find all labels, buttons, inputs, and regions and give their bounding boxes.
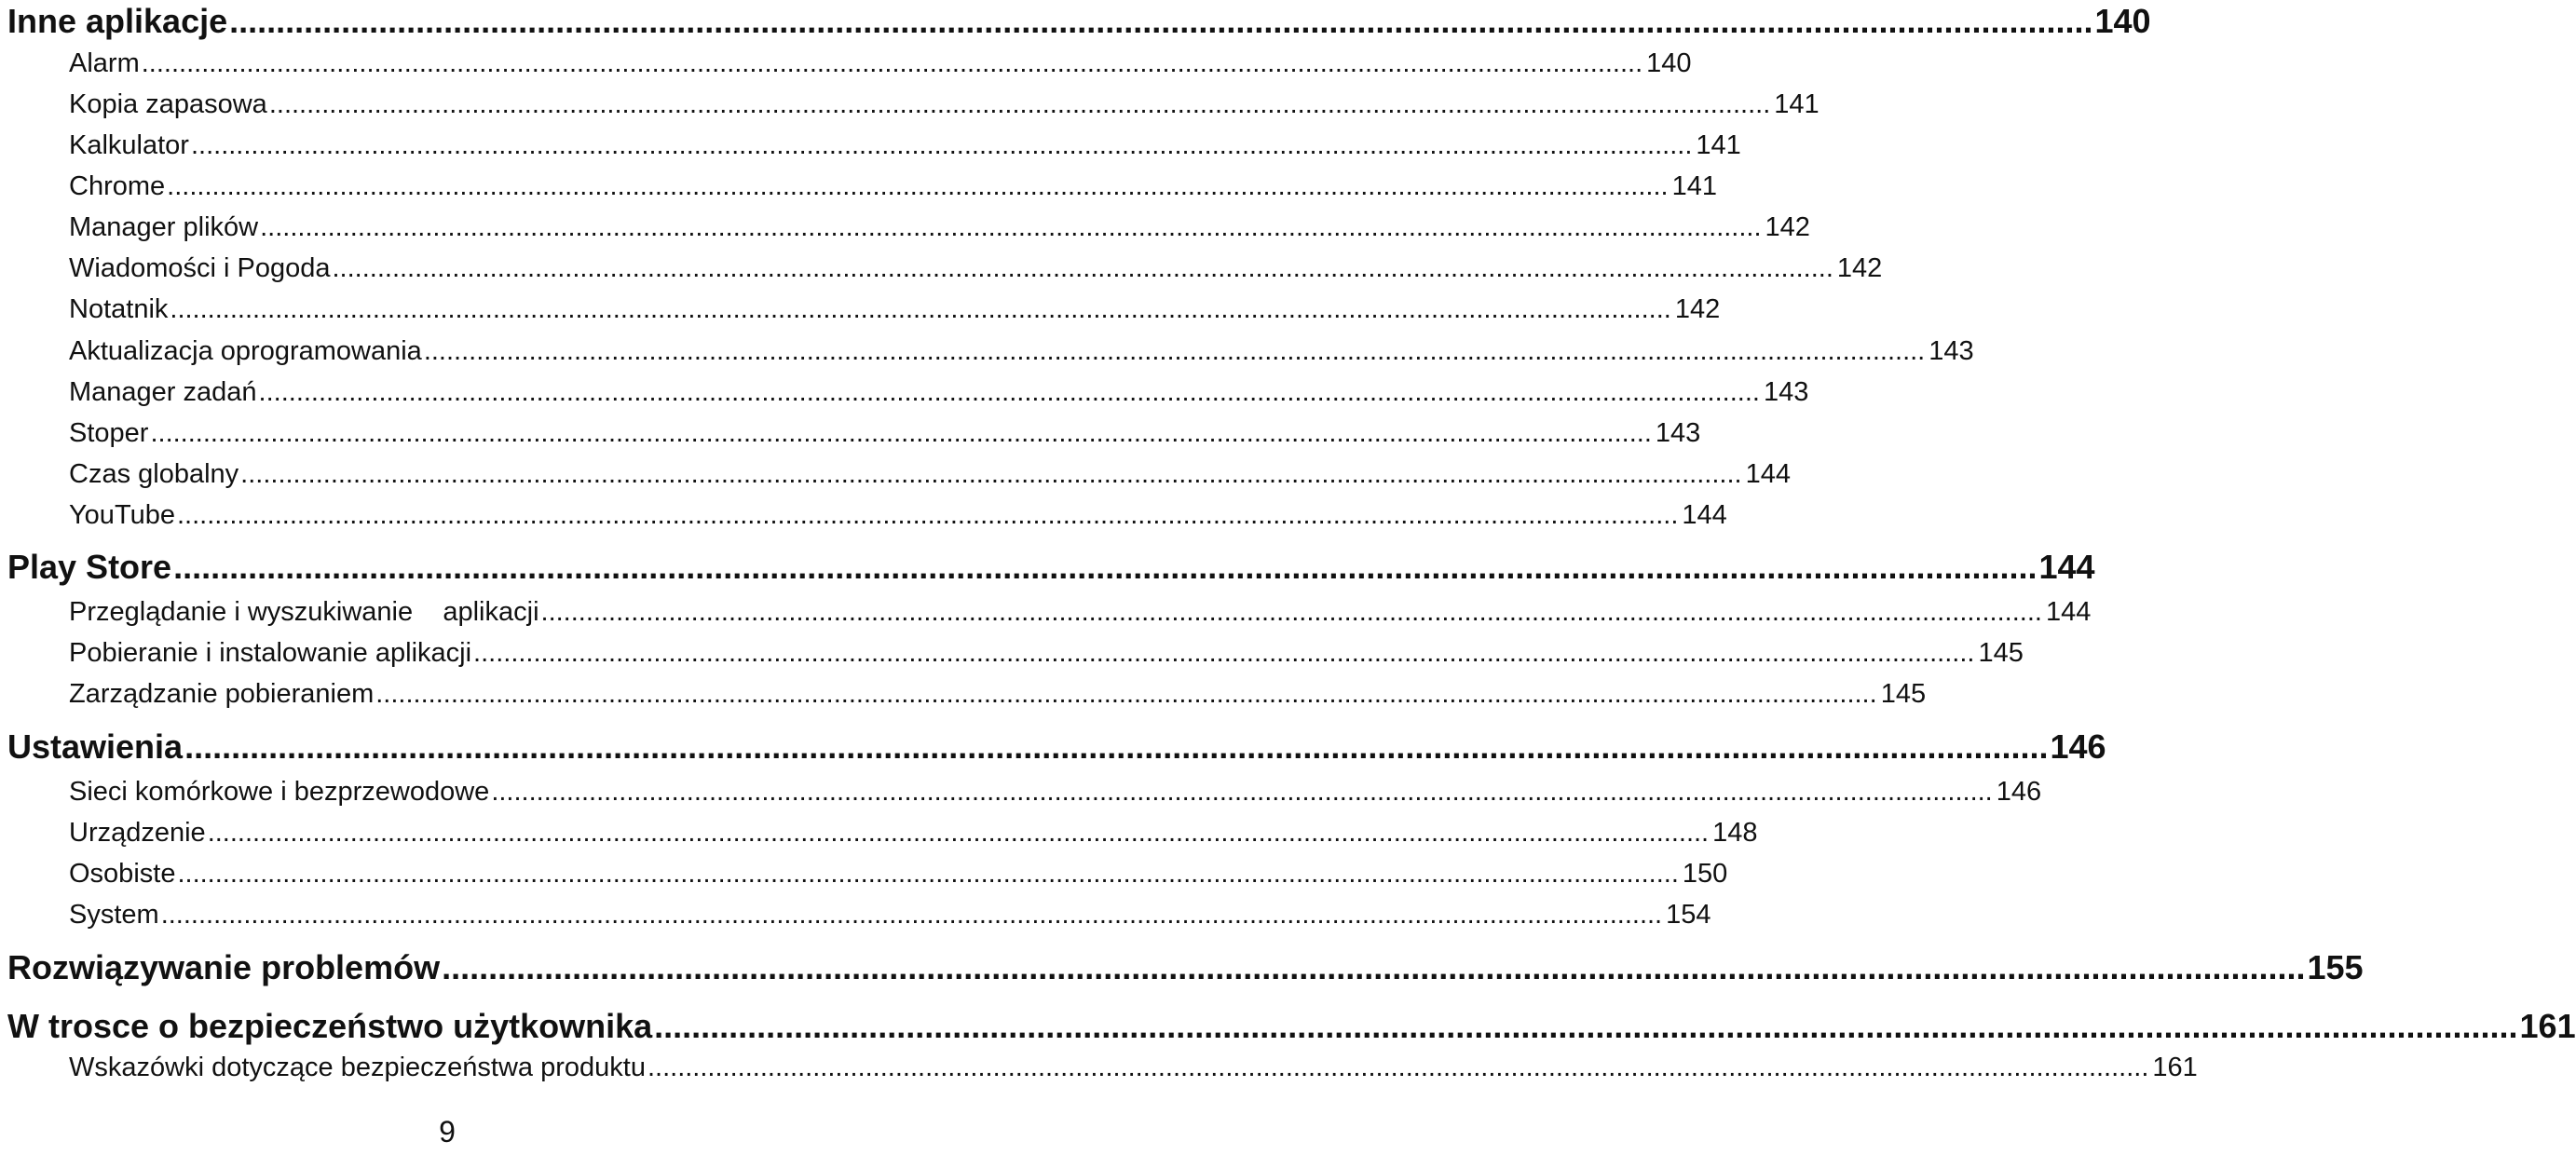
toc-page-number: 142: [1765, 212, 1810, 242]
toc-section[interactable]: [7, 948, 2364, 987]
toc-entry-title: Pobieranie i instalowanie aplikacji: [69, 638, 472, 668]
toc-entry-title: Sieci komórkowe i bezprzewodowe: [69, 777, 490, 807]
toc-page-number: 143: [1929, 336, 1974, 366]
toc-section-title: Rozwiązywanie problemów: [7, 948, 441, 986]
toc-entry-title: Aktualizacja oprogramowania: [69, 336, 422, 366]
toc-page-number: 145: [1880, 679, 1927, 709]
toc-entry-title: Wskazówki dotyczące bezpieczeństwa produktu: [69, 1053, 646, 1082]
page-number: 9: [439, 1115, 456, 1148]
toc-entry[interactable]: [69, 679, 1927, 710]
dot-leader: ........................................................................................................................................................................................................: [160, 900, 1663, 930]
toc-entry-title: Czas globalny: [69, 459, 239, 489]
toc-entry-title: System: [69, 900, 159, 930]
toc-entry[interactable]: [69, 818, 1758, 849]
toc-entry-title: Stoper: [69, 418, 149, 448]
toc-entry-title: Chrome: [69, 171, 166, 201]
toc-page-number: 155: [2307, 948, 2364, 986]
toc-entry[interactable]: [69, 253, 1883, 284]
dot-leader: ........................................................................................................................................................................................................: [240, 459, 1742, 489]
toc-entry-title: Kopia zapasowa: [69, 89, 267, 119]
dot-leader: ........................................................................................................................................................................................................: [423, 336, 1926, 366]
toc-entry-title: Przeglądanie i wyszukiwanie aplikacji: [69, 597, 539, 627]
toc-page-number: 140: [1646, 48, 1692, 78]
dot-leader: ........................................................................................................................................................................................................: [190, 130, 1693, 160]
toc-entry[interactable]: [69, 1053, 2198, 1083]
toc-entry[interactable]: [69, 859, 1728, 890]
toc-section[interactable]: [7, 2, 2151, 41]
toc-entry-title: Wiadomości i Pogoda: [69, 253, 331, 283]
toc-entry[interactable]: [69, 130, 1741, 161]
toc-entry-title: Manager plików: [69, 212, 259, 242]
dot-leader: ........................................................................................................................................................................................................: [150, 418, 1652, 448]
dot-leader: ........................................................................................................................................................................................................: [491, 777, 1993, 807]
toc-section[interactable]: [7, 727, 2106, 767]
toc-entry[interactable]: [69, 459, 1791, 490]
toc-section-title: W trosce o bezpieczeństwo użytkownika: [7, 1007, 653, 1045]
toc-entry-title: Notatnik: [69, 294, 169, 324]
toc-section[interactable]: [7, 548, 2095, 587]
dot-leader: ........................................................................................................................................................................................................: [375, 679, 1877, 709]
toc-page-number: 161: [2152, 1053, 2198, 1082]
toc-page-number: 144: [2038, 548, 2095, 586]
toc-entry[interactable]: [69, 900, 1711, 931]
toc-page-number: 148: [1712, 818, 1758, 848]
toc-page-number: 142: [1674, 294, 1721, 324]
toc-entry[interactable]: [69, 336, 1974, 367]
toc-section-title: Inne aplikacje: [7, 2, 228, 40]
toc-page-number: 145: [1978, 638, 2024, 668]
toc-entry[interactable]: [69, 48, 1692, 79]
dot-leader: ........................................................................................................................................................................................................: [442, 948, 2306, 986]
dot-leader: ........................................................................................................................................................................................................: [207, 818, 1710, 848]
toc-page-number: 144: [1682, 500, 1727, 530]
dot-leader: ........................................................................................................................................................................................................: [647, 1053, 2149, 1082]
dot-leader: ........................................................................................................................................................................................................: [177, 859, 1679, 889]
toc-page-number: 140: [2094, 2, 2151, 40]
dot-leader: ........................................................................................................................................................................................................: [167, 171, 1669, 201]
dot-leader: ........................................................................................................................................................................................................: [176, 500, 1679, 530]
toc-page-number: 146: [2050, 727, 2106, 766]
toc-entry[interactable]: [69, 638, 2024, 669]
dot-leader: ........................................................................................................................................................................................................: [540, 597, 2042, 627]
toc-entry[interactable]: [69, 377, 1809, 408]
toc-page-number: 142: [1836, 253, 1883, 283]
toc-page-number: 141: [1774, 89, 1820, 119]
dot-leader: ........................................................................................................................................................................................................: [184, 727, 2049, 766]
toc-section[interactable]: [7, 1007, 2576, 1046]
toc-entry[interactable]: [69, 500, 1727, 531]
toc-entry[interactable]: [69, 294, 1721, 325]
toc-page-number: 141: [1696, 130, 1741, 160]
toc-page-number: 154: [1666, 900, 1711, 930]
toc-entry[interactable]: [69, 418, 1701, 449]
toc-page-number: 150: [1682, 859, 1728, 889]
toc-entry-title: Zarządzanie pobieraniem: [69, 679, 375, 709]
toc-page-number: 144: [1745, 459, 1791, 489]
toc-entry[interactable]: [69, 597, 2092, 628]
toc-entry[interactable]: [69, 89, 1820, 120]
toc-entry[interactable]: [69, 212, 1810, 243]
toc-page-number: 161: [2519, 1007, 2576, 1045]
dot-leader: ........................................................................................................................................................................................................: [473, 638, 1975, 668]
toc-page-number: 146: [1996, 777, 2042, 807]
toc-entry[interactable]: [69, 171, 1717, 202]
dot-leader: ........................................................................................................................................................................................................: [173, 548, 2038, 586]
dot-leader: ........................................................................................................................................................................................................: [258, 377, 1760, 407]
toc-entry-title: Manager zadań: [69, 377, 257, 407]
toc-entry[interactable]: [69, 777, 2042, 808]
toc-page-number: 143: [1763, 377, 1809, 407]
dot-leader: ........................................................................................................................................................................................................: [170, 294, 1671, 324]
toc-entry-title: YouTube: [69, 500, 175, 530]
toc-section-title: Ustawienia: [7, 727, 184, 766]
toc-entry-title: Alarm: [69, 48, 140, 78]
toc-page-number: 141: [1671, 171, 1717, 201]
toc-entry-title: Osobiste: [69, 859, 176, 889]
dot-leader: ........................................................................................................................................................................................................: [332, 253, 1833, 283]
dot-leader: ........................................................................................................................................................................................................: [654, 1007, 2518, 1045]
dot-leader: ........................................................................................................................................................................................................: [260, 212, 1762, 242]
dot-leader: ........................................................................................................................................................................................................: [229, 2, 2093, 40]
toc-entry-title: Kalkulator: [69, 130, 189, 160]
toc-page-number: 144: [2045, 597, 2092, 627]
dot-leader: ........................................................................................................................................................................................................: [141, 48, 1643, 78]
toc-page-number: 143: [1655, 418, 1701, 448]
toc-entry-title: Urządzenie: [69, 818, 206, 848]
dot-leader: ........................................................................................................................................................................................................: [268, 89, 1771, 119]
toc-section-title: Play Store: [7, 548, 172, 586]
